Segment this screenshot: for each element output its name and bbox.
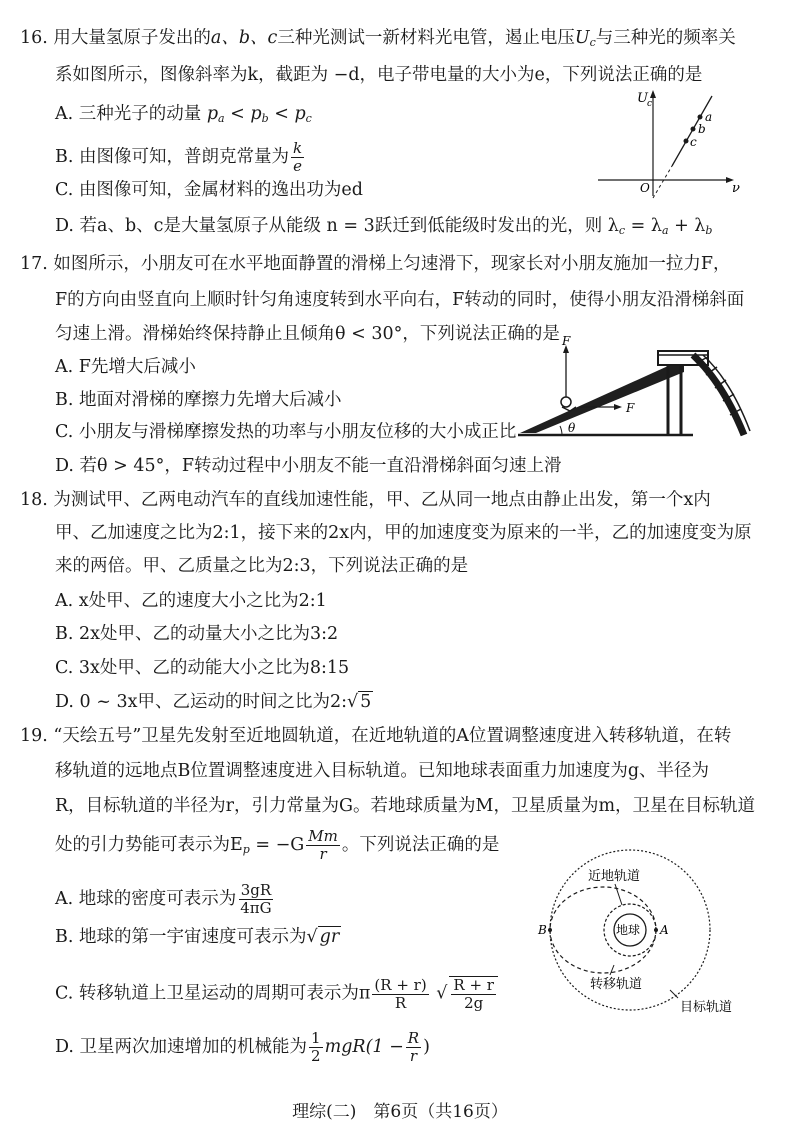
q17-option-a: A. F先增大后减小 (55, 357, 196, 377)
q19-option-d: D. 卫星两次加速增加的机械能为 $\frac{1}{2}$ mgR(1 − $\frac{R}{r}$ ) (55, 1029, 430, 1065)
y-arrow-icon (650, 90, 656, 98)
force-right-label: F (626, 401, 635, 415)
transfer-orbit-label: 转移轨道 (590, 977, 643, 992)
point-a-dot (654, 928, 658, 932)
q19-stem-line4: 处的引力势能可表示为$E_p = -G$ $\frac{Mm}{r}$ 。下列说法正确的是 (55, 827, 500, 863)
graph-label-a: a (705, 110, 713, 124)
q18-stem-line3: 来的两倍。甲、乙质量之比为2:3，下列说法正确的是 (55, 556, 469, 576)
angle-arc (560, 426, 562, 435)
graph-label-b: b (698, 122, 706, 136)
q18-option-b: B. 2x处甲、乙的动量大小之比为3:2 (55, 624, 339, 644)
q17-option-d: D. 若θ > 45°，F转动过程中小朋友不能一直沿滑梯斜面匀速上滑 (55, 456, 562, 476)
q16-graph (590, 88, 740, 203)
graph-x-label: ν (732, 181, 740, 196)
ladder-rail (693, 355, 744, 435)
child-figure (561, 397, 571, 407)
q16-option-c: C. 由图像可知，金属材料的逸出功为ed (55, 180, 363, 200)
q16-option-b: B. 由图像可知，普朗克常量为 $\frac{k}{e}$ (55, 139, 303, 175)
q18-stem-line1: 18. 为测试甲、乙两电动汽车的直线加速性能，甲、乙从同一地点由静止出发，第一个x内 (20, 490, 711, 510)
q19-stem-line3: R，目标轨道的半径为r，引力常量为G。若地球质量为M，卫星质量为m，卫星在目标轨道 (55, 796, 756, 816)
q17-option-b: B. 地面对滑梯的摩擦力先增大后减小 (55, 390, 342, 410)
graph-y-label: U (637, 91, 648, 106)
q19-option-b: B. 地球的第一宇宙速度可表示为√ gr (55, 927, 340, 947)
q17-stem-line2: F的方向由竖直向上顺时针匀角速度转到水平向右，F转动的同时，使得小朋友沿滑梯斜面 (55, 290, 745, 310)
q16-stem-line1: 16. 用大量氢原子发出的a、b、c三种光测试一新材料光电管，遏止电压$U_c$与三种光的频率关 (20, 28, 736, 49)
q19-option-c: C. 转移轨道上卫星运动的周期可表示为π $\frac{(R + r)}{R}$ √ $\frac{R + r}{2g}$ (55, 976, 500, 1012)
graph-dashed-extension (653, 166, 672, 198)
svg-text:c: c (647, 99, 653, 109)
near-orbit-label: 近地轨道 (588, 869, 641, 884)
graph-label-c: c (690, 135, 697, 149)
force-up-label: F (562, 334, 571, 348)
point-b-label: B (538, 923, 547, 937)
q17-option-c: C. 小朋友与滑梯摩擦发热的功率与小朋友位移的大小成正比 (55, 422, 517, 442)
q18-option-d: D. 0 ~ 3x甲、乙运动的时间之比为2:√ 5 (55, 692, 372, 712)
q18-option-a: A. x处甲、乙的速度大小之比为2:1 (55, 591, 327, 611)
earth-label: 地球 (616, 923, 641, 937)
q17-stem-line3: 匀速上滑。滑梯始终保持静止且倾角θ < 30°，下列说法正确的是 (55, 324, 560, 344)
q16-stem-line2: 系如图所示，图像斜率为k，截距为 −d，电子带电量的大小为e，下列说法正确的是 (55, 65, 703, 85)
point-b-dot (691, 127, 696, 132)
q19-option-a: A. 地球的密度可表示为 $\frac{3gR}{4\pi G}$ (55, 881, 272, 917)
angle-label: θ (568, 421, 576, 435)
q18-stem-line2: 甲、乙加速度之比为2:1，接下来的2x内，甲的加速度变为原来的一半，乙的加速度变为原 (55, 523, 752, 543)
point-c-dot (684, 139, 689, 144)
arrow-right-icon (614, 404, 622, 410)
point-a-dot (698, 115, 703, 120)
point-b-dot (548, 928, 552, 932)
q19-stem-line1: 19. “天绘五号”卫星先发射至近地圆轨道，在近地轨道的A位置调整速度进入转移轨道，在转 (20, 726, 732, 746)
q16-option-d: D. 若a、b、c是大量氢原子从能级 n = 3跃迁到低能级时发出的光，则 $\lambda_c = \lambda_a + \lambda_b$ (55, 216, 713, 237)
q17-slide-figure (518, 333, 753, 441)
q19-orbit-figure (530, 845, 755, 1025)
target-orbit-label: 目标轨道 (680, 1000, 733, 1015)
page-footer: 理综(二) 第6页（共16页） (292, 1102, 508, 1122)
q17-stem-line1: 17. 如图所示，小朋友可在水平地面静置的滑梯上匀速滑下，现家长对小朋友施加一拉力F， (20, 254, 731, 274)
q18-option-c: C. 3x处甲、乙的动能大小之比为8:15 (55, 658, 350, 678)
graph-origin-label: O (640, 181, 650, 195)
q16-option-a: A. 三种光子的动量 $p_a < p_b < p_c$ (55, 104, 312, 125)
point-a-label: A (660, 923, 669, 937)
q19-stem-line2: 移轨道的远地点B位置调整速度进入目标轨道。已知地球表面重力加速度为g、半径为 (55, 761, 710, 781)
slide-ramp (520, 366, 684, 433)
